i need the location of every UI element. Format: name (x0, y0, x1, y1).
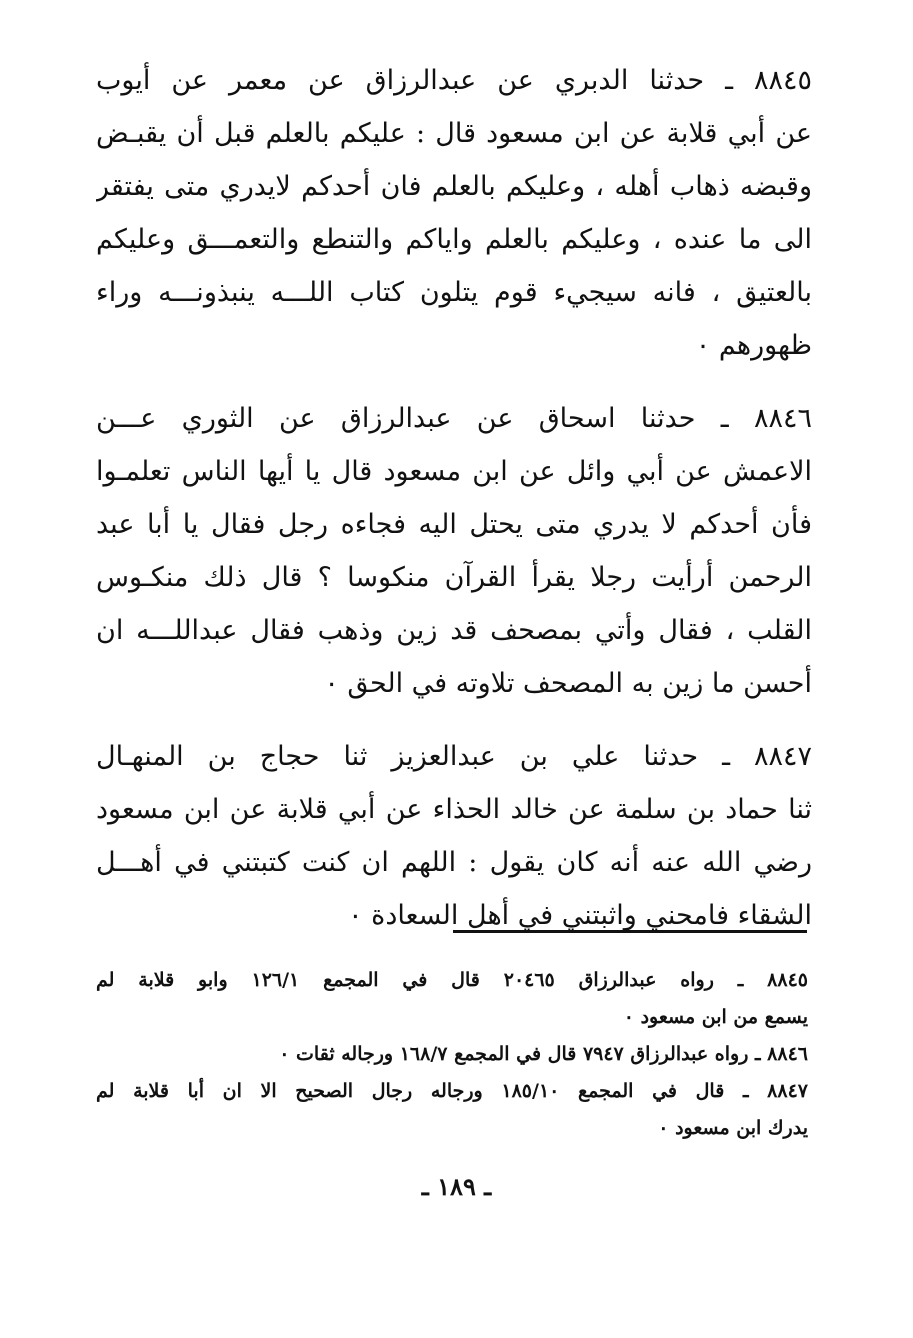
hadith-line: ٨٨٤٥ ـ حدثنا الدبري عن عبدالرزاق عن معمر عن أيوب (96, 65, 812, 96)
hadith-line: فأن أحدكم لا يدري متى يحتل اليه فجاءه رجل فقال يا أبا عبد (96, 509, 812, 540)
hadith-line: الرحمن أرأيت رجلا يقرأ القرآن منكوسا ؟ قال ذلك منكـوس (96, 562, 812, 593)
footnote-line: يدرك ابن مسعود ٠ (658, 1117, 808, 1139)
hadith-line: ٨٨٤٧ ـ حدثنا علي بن عبدالعزيز ثنا حجاج بن المنهـال (96, 741, 812, 772)
page-number: ـ ١٨٩ ـ (421, 1172, 492, 1201)
footnote-line: ٨٨٤٥ ـ رواه عبدالرزاق ٢٠٤٦٥ قال في المجمع ١٢٦/١ وابو قلابة لم (96, 969, 808, 991)
hadith-line: أحسن ما زين به المصحف تلاوته في الحق ٠ (324, 668, 812, 699)
hadith-8846 (96, 392, 812, 710)
hadith-line: الاعمش عن أبي وائل عن ابن مسعود قال يا أيها الناس تعلمـوا (96, 456, 812, 487)
hadith-line: ٨٨٤٦ ـ حدثنا اسحاق عن عبدالرزاق عن الثوري عـــن (96, 403, 812, 434)
hadith-line: ثنا حماد بن سلمة عن خالد الحذاء عن أبي قلابة عن ابن مسعود (96, 794, 812, 825)
hadith-line: القلب ، فقال وأتي بمصحف قد زين وذهب فقال عبداللـــه ان (96, 615, 812, 646)
hadith-line: الى ما عنده ، وعليكم بالعلم واياكم والتنطع والتعمـــق وعليكم (96, 224, 812, 255)
footnote-divider (453, 930, 807, 933)
footnote-line: يسمع من ابن مسعود ٠ (623, 1006, 808, 1028)
footnote-line: ٨٨٤٦ ـ رواه عبدالرزاق ٧٩٤٧ قال في المجمع ١٦٨/٧ ورجاله ثقات ٠ (279, 1043, 808, 1065)
hadith-line: رضي الله عنه أنه كان يقول : اللهم ان كنت كتبتني في أهـــل (96, 847, 812, 878)
hadith-8847 (96, 730, 812, 942)
hadith-line: ظهورهم ٠ (695, 330, 812, 361)
hadith-line: عن أبي قلابة عن ابن مسعود قال : عليكم بالعلم قبل أن يقبـض (96, 118, 812, 149)
main-text (96, 54, 812, 962)
footnotes (96, 962, 808, 1147)
hadith-line: وقبضه ذهاب أهله ، وعليكم بالعلم فان أحدكم لايدري متى يفتقر (96, 171, 812, 202)
hadith-line: بالعتيق ، فانه سيجيء قوم يتلون كتاب اللـــه ينبذونـــه وراء (96, 277, 812, 308)
footnote-line: ٨٨٤٧ ـ قال في المجمع ١٨٥/١٠ ورجاله رجال الصحيح الا ان أبا قلابة لم (96, 1080, 808, 1102)
hadith-8845 (96, 54, 812, 372)
hadith-line: الشقاء فامحني واثبتني في أهل السعادة ٠ (348, 900, 812, 931)
